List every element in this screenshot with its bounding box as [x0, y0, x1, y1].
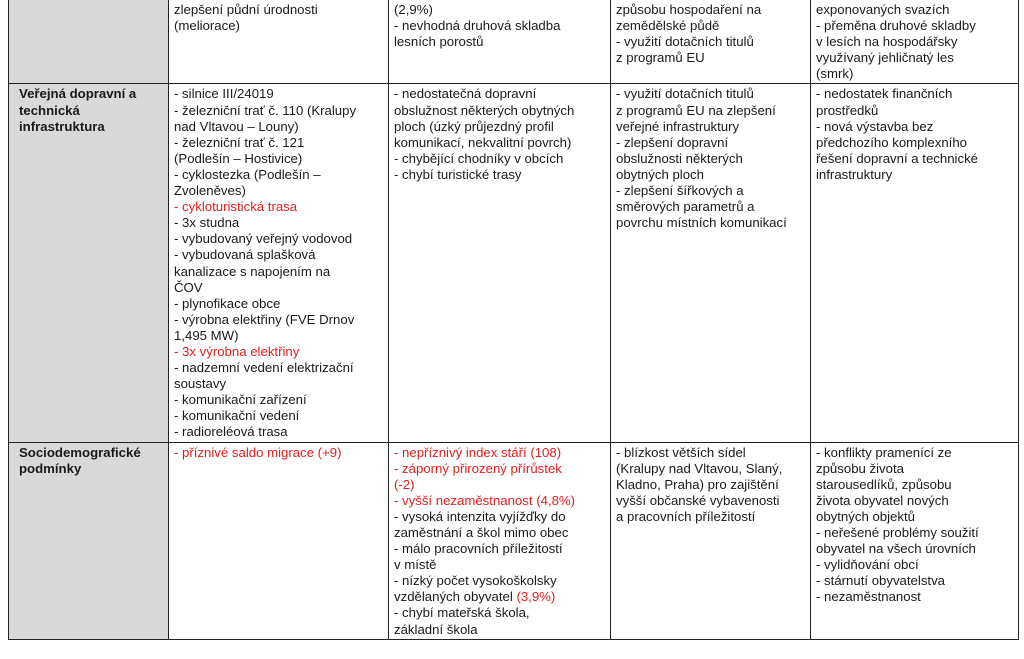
- cell-line: (smrk): [816, 66, 854, 82]
- cell-line: - stárnutí obyvatelstva: [816, 573, 946, 589]
- cell-line: způsobu života: [816, 460, 904, 476]
- cell-line: kanalizace s napojením na: [174, 263, 331, 279]
- cell-line: obslužnost některých obytných: [394, 102, 575, 118]
- cell-line: - nedostatečná dopravní: [394, 86, 537, 102]
- cell-line: - málo pracovních příležitostí: [394, 541, 563, 557]
- cell-line: vzdělaných obyvatel (3,9%): [394, 589, 556, 605]
- cell-line: (Kralupy nad Vltavou, Slaný,: [616, 460, 783, 476]
- row-label-cell: [9, 84, 169, 442]
- cell-line: ČOV: [174, 279, 203, 295]
- cell-line: - vylidňování obcí: [816, 557, 919, 573]
- table-cell: [169, 84, 389, 442]
- cell-line: zaměstnání a škol mimo obec: [394, 525, 569, 540]
- table-body: [9, 0, 1019, 639]
- cell-line: - zlepšení šířkových a: [616, 183, 744, 199]
- cell-line: - silnice III/24019: [174, 86, 274, 102]
- cell-line: povrchu místních komunikací: [616, 215, 787, 231]
- cell-line: veřejné infrastruktury: [616, 118, 740, 134]
- cell-line: - nová výstavba bez: [816, 118, 934, 134]
- cell-line: obslužnosti některých: [616, 150, 743, 166]
- table-cell: [389, 84, 611, 442]
- swot-table: [8, 0, 1019, 640]
- cell-line: v místě: [394, 557, 437, 573]
- cell-line: vyšší občanské vybavenosti: [616, 492, 780, 508]
- cell-line: obytných objektů: [816, 508, 915, 524]
- table-row: [9, 0, 1019, 84]
- cell-line: ploch (úzký průjezdný profil: [394, 118, 554, 134]
- cell-line: (meliorace): [174, 18, 240, 34]
- cell-line: - komunikační zařízení: [174, 392, 307, 408]
- cell-line: - využití dotačních titulů: [616, 86, 754, 102]
- cell-line: obytných ploch: [616, 166, 704, 182]
- cell-line: - chybí turistické trasy: [394, 166, 522, 182]
- cell-line: - radioreléová trasa: [174, 424, 288, 440]
- cell-line: - cykloturistická trasa: [174, 199, 298, 215]
- cell-line: - železniční trať č. 121: [174, 134, 305, 150]
- cell-line: soustavy: [174, 376, 227, 392]
- table-row: [9, 84, 1019, 442]
- row-label: Sociodemografické podmínky: [19, 444, 141, 476]
- row-label-cell: [9, 0, 169, 84]
- cell-line: z programů EU na zlepšení: [616, 102, 776, 118]
- cell-line: využívaný jehličnatý les: [816, 50, 954, 66]
- cell-line: a pracovních příležitostí: [616, 508, 756, 524]
- table-cell: [811, 442, 1019, 639]
- table-cell: [611, 442, 811, 639]
- cell-line: - vysoká intenzita vyjížďky do: [394, 508, 566, 524]
- cell-line: obyvatel na všech úrovních: [816, 541, 976, 557]
- cell-line: Zvoleněves): [174, 183, 246, 199]
- cell-line: infrastruktury: [816, 166, 893, 182]
- cell-line: - 3x studna: [174, 215, 240, 231]
- cell-line: - přeměna druhové skladby: [816, 18, 976, 34]
- table-cell: [389, 442, 611, 639]
- cell-line: zemědělské půdě: [616, 18, 720, 34]
- cell-line: - vyšší nezaměstnanost (4,8%): [394, 492, 576, 508]
- cell-line: komunikací, nekvalitní povrch): [394, 134, 572, 150]
- cell-line: - nepříznivý index stáří (108): [394, 444, 562, 460]
- cell-line: exponovaných svazích: [816, 2, 950, 17]
- cell-line: - komunikační vedení: [174, 408, 300, 424]
- cell-line: - nízký počet vysokoškolsky: [394, 573, 557, 589]
- cell-line: - blízkost větších sídel: [616, 444, 746, 460]
- highlight-value: (3,9%): [516, 589, 556, 605]
- cell-line: lesních porostů: [394, 34, 484, 50]
- cell-line: (2,9%): [394, 2, 433, 17]
- cell-line: - železniční trať č. 110 (Kralupy: [174, 102, 357, 118]
- cell-line: - chybějící chodníky v obcích: [394, 150, 564, 166]
- cell-line: (-2): [394, 476, 415, 492]
- cell-line: - plynofikace obce: [174, 295, 281, 311]
- table-cell: [811, 84, 1019, 442]
- cell-line: směrových parametrů a: [616, 199, 755, 215]
- cell-line: - využití dotačních titulů: [616, 34, 754, 50]
- cell-line: (Podlešín – Hostivice): [174, 150, 303, 166]
- cell-line: Kladno, Praha) pro zajištění: [616, 476, 779, 492]
- cell-line: - cyklostezka (Podlešín –: [174, 166, 321, 182]
- cell-line: - nedostatek finančních: [816, 86, 953, 102]
- cell-line: předchozího komplexního: [816, 134, 968, 150]
- cell-line: způsobu hospodaření na: [616, 2, 762, 17]
- table-row: [9, 442, 1019, 639]
- cell-line: - konflikty pramenící ze: [816, 444, 952, 460]
- table-cell: [611, 84, 811, 442]
- cell-line: - vybudovaná splašková: [174, 247, 316, 263]
- cell-line: - neřešené problémy soužití: [816, 525, 979, 540]
- cell-line: - záporný přirozený přírůstek: [394, 460, 562, 476]
- cell-line: - nevhodná druhová skladba: [394, 18, 561, 34]
- row-label-cell: [9, 442, 169, 639]
- table-cell: [169, 442, 389, 639]
- table-cell: [611, 0, 811, 84]
- cell-line: 1,495 MW): [174, 327, 239, 343]
- table-cell: [169, 0, 389, 84]
- cell-line: nad Vltavou – Louny): [174, 118, 299, 134]
- cell-line: - nadzemní vedení elektrizační: [174, 360, 354, 376]
- cell-line: - vybudovaný veřejný vodovod: [174, 231, 353, 247]
- cell-line: - příznivé saldo migrace (+9): [174, 444, 342, 460]
- cell-line: v lesích na hospodářsky: [816, 34, 958, 50]
- cell-line: - chybí mateřská škola,: [394, 605, 530, 621]
- cell-line: z programů EU: [616, 50, 705, 66]
- row-label: Veřejná dopravní a technická infrastruktura: [19, 86, 137, 134]
- cell-line: základní škola: [394, 621, 478, 637]
- cell-line: zlepšení půdní úrodnosti: [174, 2, 318, 17]
- cell-line: starousedlíků, způsobu: [816, 476, 952, 492]
- cell-line: - zlepšení dopravní: [616, 134, 729, 150]
- cell-line: - 3x výrobna elektřiny: [174, 343, 300, 359]
- cell-line: života obyvatel nových: [816, 492, 949, 508]
- cell-line: - nezaměstnanost: [816, 589, 921, 605]
- table-cell: [389, 0, 611, 84]
- cell-line: - výrobna elektřiny (FVE Drnov: [174, 311, 355, 327]
- table-cell: [811, 0, 1019, 84]
- cell-line: řešení dopravní a technické: [816, 150, 979, 166]
- cell-line: prostředků: [816, 102, 879, 118]
